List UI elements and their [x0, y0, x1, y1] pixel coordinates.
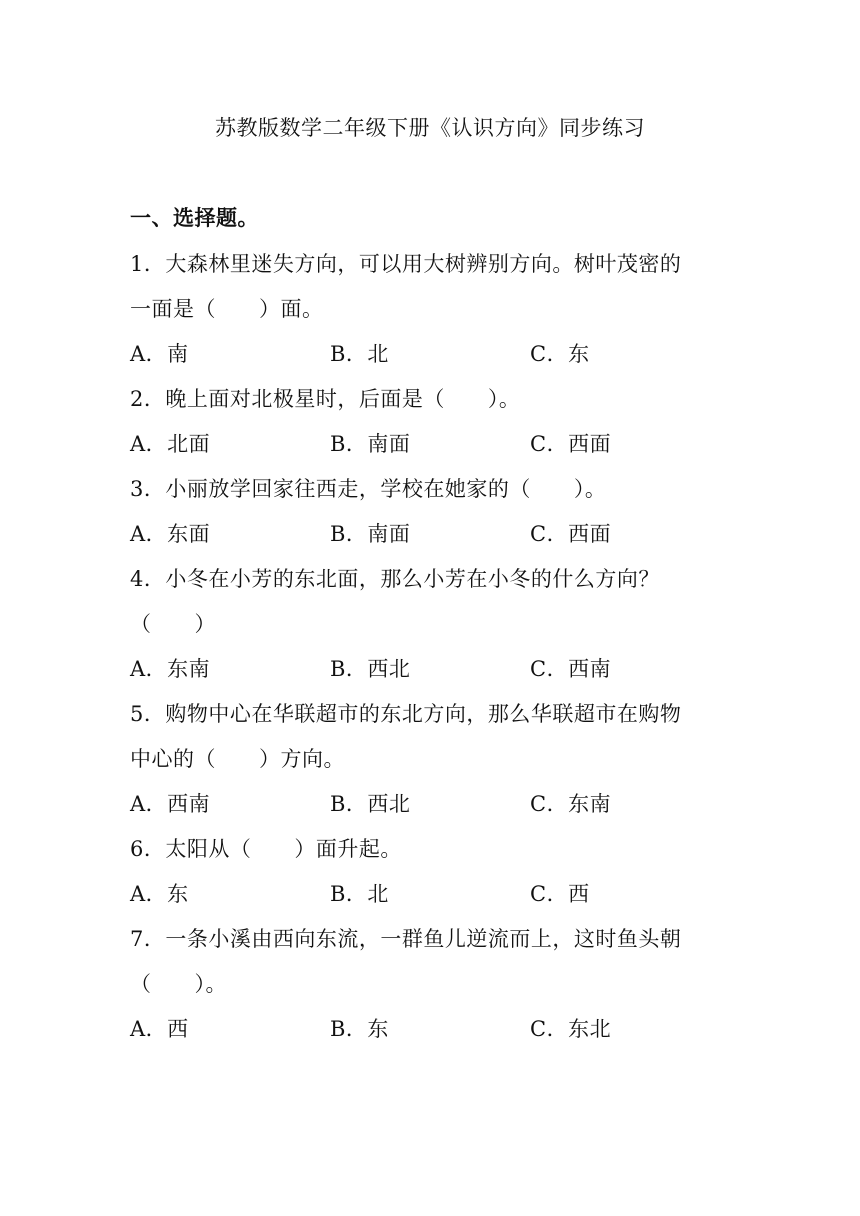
question-7-option-a: A．西	[130, 1017, 189, 1041]
question-4-options	[130, 653, 730, 685]
question-5-option-c: C．东南	[530, 792, 612, 816]
question-6-line-1: 6．太阳从（ ）面升起。	[130, 837, 402, 861]
question-7-option-b: B．东	[330, 1017, 389, 1041]
question-4-line-1: 4．小冬在小芳的东北面，那么小芳在小冬的什么方向？	[130, 567, 660, 591]
question-5-option-a: A．西南	[130, 792, 211, 816]
question-4-line-2: （ ）	[130, 612, 216, 636]
question-2-option-a: A．北面	[130, 432, 211, 456]
question-3-line-1: 3．小丽放学回家往西走，学校在她家的（ ）。	[130, 477, 607, 501]
question-5-line-1: 5．购物中心在华联超市的东北方向，那么华联超市在购物	[130, 702, 682, 726]
question-1-option-a: A．南	[130, 342, 189, 366]
question-5-line-2: 中心的（ ）方向。	[130, 747, 345, 771]
question-2-option-b: B．南面	[330, 432, 411, 456]
question-6-option-b: B．北	[330, 882, 389, 906]
question-3-option-a: A．东面	[130, 522, 211, 546]
question-7-options	[130, 1013, 730, 1045]
question-5-option-b: B．西北	[330, 792, 411, 816]
question-3-option-c: C．西面	[530, 522, 612, 546]
section-heading: 一、选择题。	[130, 205, 259, 230]
question-7-line-1: 7．一条小溪由西向东流，一群鱼儿逆流而上，这时鱼头朝	[130, 927, 682, 951]
question-2-options	[130, 428, 730, 460]
question-3-option-b: B．南面	[330, 522, 411, 546]
question-1-line-2: 一面是（ ）面。	[130, 297, 324, 321]
question-5-options	[130, 788, 730, 820]
question-4-option-c: C．西南	[530, 657, 612, 681]
page-title: 苏教版数学二年级下册《认识方向》同步练习	[215, 116, 645, 140]
question-1-line-1: 1．大森林里迷失方向，可以用大树辨别方向。树叶茂密的	[130, 252, 682, 276]
question-2-option-c: C．西面	[530, 432, 612, 456]
question-4-option-a: A．东南	[130, 657, 211, 681]
question-6-option-a: A．东	[130, 882, 189, 906]
question-7-line-2: （ ）。	[130, 972, 227, 996]
question-1-options	[130, 338, 730, 370]
question-7-option-c: C．东北	[530, 1017, 612, 1041]
question-2-line-1: 2．晚上面对北极星时，后面是（ ）。	[130, 387, 521, 411]
question-6-option-c: C．西	[530, 882, 590, 906]
question-3-options	[130, 518, 730, 550]
question-1-option-c: C．东	[530, 342, 590, 366]
question-6-options	[130, 878, 730, 910]
question-4-option-b: B．西北	[330, 657, 411, 681]
question-1-option-b: B．北	[330, 342, 389, 366]
